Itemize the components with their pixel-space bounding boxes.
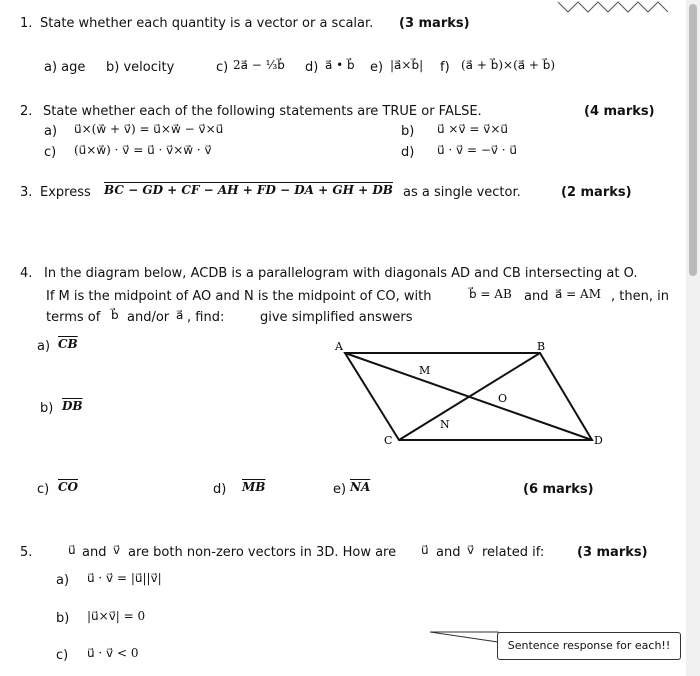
q5-part-b-label: b) [56, 611, 70, 626]
q2-part-d-expr: u⃗ · v⃗ = −v⃗ · u⃗ [437, 143, 518, 157]
q4-part-c-vector: $\overline{CO}$ [58, 480, 79, 494]
q1-marks: (3 marks) [399, 16, 470, 31]
q4-line-1: In the diagram below, ACDB is a parallelogram with diagonals AD and CB intersecting at O. [44, 266, 638, 281]
vertical-scrollbar[interactable] [686, 0, 700, 676]
q1-part-c-expr: 2a⃗ − ⅓b⃗ [233, 58, 285, 72]
q2-part-c-expr: (u⃗×w⃗) · v⃗ = u⃗ · v⃗×w⃗ · v⃗ [74, 143, 212, 157]
q1-part-e-expr: |a⃗×b⃗| [390, 58, 424, 72]
callout-note: Sentence response for each!! [497, 632, 681, 660]
q4-part-a-vector: $\overline{CB}$ [58, 337, 78, 351]
q4-line-2c: and [524, 289, 549, 304]
parallelogram-diagram [330, 334, 610, 450]
q2-part-b-expr: u⃗ ×v⃗ = v⃗×u⃗ [437, 122, 509, 136]
label-c: C [384, 434, 393, 447]
q2-part-a-expr: u⃗×(w⃗ + v⃗) = u⃗×w⃗ − v⃗×u⃗ [74, 122, 224, 136]
q5-part-a-expr: u⃗ · v⃗ = |u⃗||v⃗| [87, 571, 162, 585]
q4-line-2b: b⃗ = AB [469, 287, 512, 301]
q5-part-b-expr: |u⃗×v⃗| = 0 [87, 609, 146, 623]
q4-line-2a: If M is the midpoint of AO and N is the midpoint of CO, with [46, 289, 432, 304]
q4-part-b-label: b) [40, 401, 54, 416]
q4-line-3e: , find: [187, 310, 225, 325]
q4-part-e-label: e) [333, 482, 347, 497]
q4-line-3b: b⃗ [111, 308, 119, 322]
q4-line-2e: , then, in [611, 289, 669, 304]
callout-pointer [428, 628, 500, 646]
q5-text-a: u⃗ [68, 543, 76, 557]
label-m: M [419, 364, 431, 377]
q4-number: 4. [20, 266, 33, 281]
q5-text-d: are both non-zero vectors in 3D. How are [128, 545, 397, 560]
q5-text-h: related if: [482, 545, 545, 560]
q1-part-f-label: f) [440, 60, 450, 75]
scribble-decoration [556, 0, 676, 16]
q4-marks: (6 marks) [523, 482, 594, 497]
q5-text-g: v⃗ [467, 543, 475, 557]
q3-marks: (2 marks) [561, 185, 632, 200]
q3-number: 3. [20, 185, 33, 200]
q3-text-2: as a single vector. [403, 185, 521, 200]
q1-part-b: b) velocity [106, 60, 175, 75]
q4-part-e-vector: $\overline{NA}$ [350, 480, 371, 494]
label-a: A [335, 340, 343, 353]
q1-number: 1. [20, 16, 33, 31]
q3-text: Express [40, 185, 91, 200]
q5-part-c-label: c) [56, 648, 69, 663]
q4-part-b-vector: $\overline{DB}$ [62, 399, 83, 413]
q5-part-a-label: a) [56, 573, 70, 588]
label-b: B [537, 340, 546, 353]
q1-text: State whether each quantity is a vector or a scalar. [40, 16, 374, 31]
q4-line-3d: a⃗ [176, 308, 184, 322]
q4-line-3f: give simplified answers [260, 310, 413, 325]
q2-part-a-label: a) [44, 124, 58, 139]
q2-part-b-label: b) [401, 124, 415, 139]
q4-part-d-vector: $\overline{MB}$ [242, 480, 266, 494]
q5-part-c-expr: u⃗ · v⃗ < 0 [87, 646, 139, 660]
q2-part-c-label: c) [44, 145, 57, 160]
q1-part-a: a) age [44, 60, 86, 75]
q4-part-d-label: d) [213, 482, 227, 497]
q1-part-f-expr: (a⃗ + b⃗)×(a⃗ + b⃗) [461, 58, 556, 72]
q1-part-c-label: c) [216, 60, 229, 75]
label-n: N [440, 418, 450, 431]
q1-part-d-label: d) [305, 60, 319, 75]
q4-part-a-label: a) [37, 339, 51, 354]
q5-text-f: and [436, 545, 461, 560]
q5-number: 5. [20, 545, 33, 560]
q4-line-3c: and/or [127, 310, 170, 325]
q2-part-d-label: d) [401, 145, 415, 160]
scrollbar-thumb[interactable] [689, 4, 697, 276]
q4-line-2d: a⃗ = AM [555, 287, 601, 301]
q3-expression: BC − GD + CF − AH + FD − DA + GH + DB [104, 183, 393, 197]
q5-text-e: u⃗ [421, 543, 429, 557]
q1-part-d-expr: a⃗ • b⃗ [325, 58, 355, 72]
q5-text-b: and [82, 545, 107, 560]
q5-marks: (3 marks) [577, 545, 648, 560]
q4-part-c-label: c) [37, 482, 50, 497]
q2-number: 2. [20, 104, 33, 119]
q2-marks: (4 marks) [584, 104, 655, 119]
q4-line-3a: terms of [46, 310, 101, 325]
q2-text: State whether each of the following statements are TRUE or FALSE. [43, 104, 482, 119]
label-o: O [498, 392, 508, 405]
q5-text-c: v⃗ [113, 543, 121, 557]
q1-part-e-label: e) [370, 60, 384, 75]
label-d: D [594, 434, 603, 447]
